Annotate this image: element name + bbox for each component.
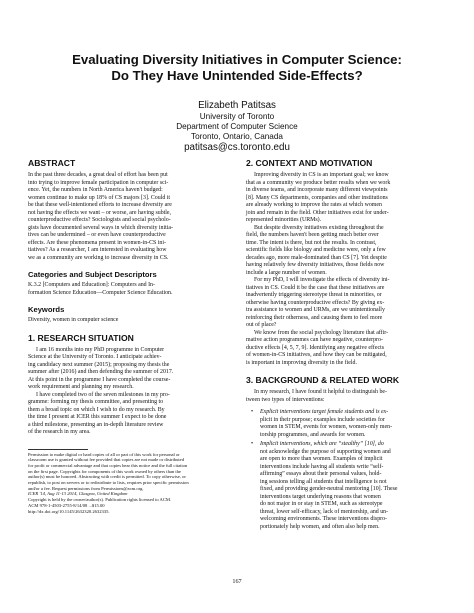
- text-line: ing sessions telling all students that intelligence is not: [260, 478, 387, 485]
- text-line: K.3.2 [Computers and Education]: Computers and In-: [28, 282, 155, 288]
- text-line: fixed, and providing gender-neutral mentoring [10]. These: [260, 486, 398, 492]
- footnote-rule: [28, 449, 88, 450]
- abstract-body: [28, 172, 231, 262]
- left-column: [28, 158, 231, 514]
- background-heading: 3. BACKGROUND & RELATED WORK: [246, 375, 400, 385]
- text-line: Improving diversity in CS is an important goal; we know: [254, 172, 389, 178]
- text-line: summer after (2016) and then defending the summer of 2017.: [28, 369, 174, 375]
- keywords-body: [28, 317, 231, 325]
- text-line: not having the effects we want – or worse, are having subtle,: [28, 209, 172, 216]
- text-line: not acknowledge the purpose of supporting women and: [260, 448, 391, 455]
- text-line: In my research, I have found it helpful to distinguish be-: [254, 389, 387, 395]
- author-block: [0, 100, 474, 154]
- abstract-heading: ABSTRACT: [28, 158, 76, 168]
- text-line: ing candidacy next summer (2015); proposing my thesis the: [28, 361, 170, 368]
- text-line: formation Science Education—Computer Science Education.: [28, 289, 173, 296]
- text-line: is important in improving diversity in the field.: [246, 359, 357, 366]
- text-line: welcoming environments. These interventions dispro-: [260, 516, 388, 522]
- text-line: interventions target underlying reasons that women: [260, 493, 381, 500]
- author-affiliation-2: Department of Computer Science: [176, 122, 298, 131]
- text-line: counterproductive effects? Sociologists and social psycholo-: [28, 217, 171, 223]
- text-line: ductive effects [4, 5, 7, 9]. Identifying any negative effects: [246, 344, 384, 351]
- text-line: be that these well-intentioned efforts to increase diversity are: [28, 202, 172, 208]
- text-line: women continue to make up 18% of CS majors [3]. Could it: [28, 194, 171, 201]
- right-column: [246, 158, 449, 533]
- text-line: of women-in-CS initiatives, and how they can be mitigated,: [246, 352, 387, 358]
- title-line-2: Do They Have Unintended Side-Effects?: [111, 68, 363, 83]
- text-line: out of place?: [246, 322, 277, 328]
- author-email: patitsas@cs.toronto.edu: [184, 142, 290, 153]
- text-line: portionately help women, and often also help men.: [260, 523, 380, 530]
- text-line: field, the numbers haven't been getting much better over: [246, 232, 379, 238]
- context-paragraph-1: [246, 172, 449, 225]
- list-item-explicit: [260, 409, 449, 439]
- text-line: Diversity, women in computer science: [28, 317, 119, 323]
- text-line: At this point in the programme I have completed the course-: [28, 376, 171, 383]
- text-line: threat, lower self-efficacy, lack of mentorship, and un-: [260, 508, 389, 515]
- text-line: do not major in or stay in STEM, such as stereotype: [260, 501, 383, 507]
- text-line: plicit in their purpose; examples include societies for: [260, 416, 385, 423]
- text-line: gramme: forming my thesis committee, and presenting to: [28, 399, 164, 405]
- text-line: of the research in my area.: [28, 429, 91, 435]
- text-line: effects. Are these phenomena present in women-in-CS ini-: [28, 239, 166, 246]
- keywords-heading: Keywords: [28, 305, 65, 314]
- list-item-implicit: [260, 441, 449, 531]
- text-line: join and remain in the field. Other initiatives exist for under-: [246, 209, 389, 216]
- context-paragraph-4: [246, 330, 449, 368]
- footnote-line: ICER '14, Aug 11-13 2014, Glasgow, United Kingdom: [28, 491, 128, 497]
- title-line-1: Evaluating Diversity Initiatives in Computer Science:: [72, 52, 402, 67]
- footnote-line: republish, to post on servers or to redistribute to lists, requires prior specific permission: [28, 480, 189, 486]
- text-line: [8]. Many CS departments, companies and other institutions: [246, 194, 388, 201]
- text-line: we as a community are working to increase diversity in CS.: [28, 254, 169, 261]
- text-line: In the past three decades, a great deal of effort has been put: [28, 172, 168, 178]
- context-heading: 2. CONTEXT AND MOTIVATION: [246, 158, 373, 168]
- text-line: work requirement and planning my research.: [28, 384, 134, 390]
- research-heading: 1. RESEARCH SITUATION: [28, 332, 134, 343]
- text-line: torship programmes, and awards for women.: [260, 431, 366, 438]
- text-line: time. The intent is there, but not the results. In contrast,: [246, 239, 377, 246]
- text-line: affirming” essays about their personal values, hold-: [260, 471, 382, 477]
- footnote-line: Permission to make digital or hard copies of all or part of this work for personal or: [28, 451, 180, 457]
- text-line: tra assistance to women and URMs, are we unintentionally: [246, 307, 385, 313]
- text-line: tives can be undermined – or even have counterproductive: [28, 232, 166, 238]
- footnote-line: classroom use is granted without fee provided that copies are not made or distributed: [28, 457, 185, 463]
- background-intro: [246, 389, 449, 404]
- text-line: tiatives in CS. Could it be the case that these initiatives are: [246, 284, 385, 291]
- text-line: tween two types of interventions:: [246, 396, 325, 403]
- text-line: inadvertently triggering stereotype threat in minorities, or: [246, 292, 382, 298]
- text-line: into trying to improve female participation in computer sci-: [28, 179, 169, 186]
- context-paragraph-3: [246, 277, 449, 330]
- footnote-line: author(s) must be honored. Abstracting with credit is permitted. To copy otherwise, or: [28, 474, 186, 480]
- text-line: having relatively few diversity initiatives, those fields now: [246, 262, 385, 268]
- text-line: are open to more than women. Examples of implicit: [260, 456, 383, 462]
- text-line: interventions include having all students write “self-: [260, 463, 384, 470]
- intervention-list: [246, 409, 449, 531]
- text-line: decades ago, more male-dominated than CS [7]. Yet despite: [246, 254, 387, 261]
- footnote-line: Copyright is held by the owner/author(s). Publication rights licensed to ACM.: [28, 497, 172, 503]
- text-line: include a large number of women.: [246, 269, 327, 276]
- categories-body: [28, 282, 231, 297]
- research-paragraph-2: [28, 392, 231, 437]
- text-line: I am 16 months into my PhD programme in Computer: [36, 346, 165, 353]
- footnote-line: http://dx.doi.org/10.1145/2632320.2632335.: [28, 508, 110, 514]
- text-line: that as a community we produce better results when we work: [246, 179, 391, 186]
- text-line: in diverse teams, and incorporate many different viewpoints: [246, 187, 388, 193]
- text-line: the time I present at ICER this summer I expect to be done: [28, 414, 167, 420]
- footnote-line: ACM 978-1-4503-2755-8/14/08 ...$15.00: [28, 502, 105, 508]
- author-name: Elizabeth Patitsas: [198, 100, 276, 111]
- text-line: women in STEM, events for women, women-only men-: [260, 424, 393, 430]
- text-line: are already working to improve the rates at which women: [246, 202, 382, 208]
- footnote-line: and/or a fee. Request permissions from Permissions@acm.org.: [28, 485, 144, 491]
- text-line: scientific fields like biology and medicine were, only a few: [246, 247, 386, 253]
- research-paragraph-1: [28, 347, 231, 392]
- copyright-footnote: [28, 452, 231, 515]
- text-line: otherwise having counterproductive effects? By giving ex-: [246, 299, 385, 306]
- text-line: • Explicit interventions target female students and is ex-: [260, 409, 389, 415]
- author-affiliation-3: Toronto, Ontario, Canada: [191, 132, 283, 141]
- text-line: mative action programmes can have negative, counterpro-: [246, 337, 383, 343]
- text-line: reinforcing their otherness, and causing them to feel more: [246, 314, 383, 321]
- text-line: For my PhD, I will investigate the effects of diversity ini-: [254, 277, 390, 283]
- paper-title: [0, 52, 474, 84]
- author-affiliation-1: University of Toronto: [199, 112, 275, 121]
- text-line: But despite diversity initiatives existing throughout the: [254, 224, 384, 231]
- text-line: gists have documented several ways in which diversity initia-: [28, 224, 173, 231]
- footnote-line: on the first page. Copyrights for components of this work owned by others than the: [28, 468, 181, 474]
- text-line: • Implicit interventions, which are “stealthy” [10], do: [260, 441, 384, 447]
- text-line: ence. Yet, the numbers in North America haven't budged:: [28, 187, 163, 193]
- text-line: them a broad topic on which I wish to do my research. By: [28, 406, 165, 413]
- text-line: represented minorities (URMs).: [246, 217, 322, 223]
- text-line: We know from the social psychology literature that affir-: [254, 329, 389, 336]
- text-line: tiatives? As a researcher, I am interested in evaluating how: [28, 247, 167, 253]
- page-number: 167: [232, 578, 242, 585]
- footnote-line: for profit or commercial advantage and that copies bear this notice and the full citation: [28, 462, 188, 468]
- context-paragraph-2: [246, 225, 449, 278]
- text-line: a third milestone, presenting an in-depth literature review: [28, 421, 164, 428]
- text-line: I have completed two of the seven milestones in my pro-: [36, 391, 170, 398]
- categories-heading: Categories and Subject Descriptors: [28, 270, 157, 279]
- text-line: Science at the University of Toronto. I anticipate achiev-: [28, 354, 162, 360]
